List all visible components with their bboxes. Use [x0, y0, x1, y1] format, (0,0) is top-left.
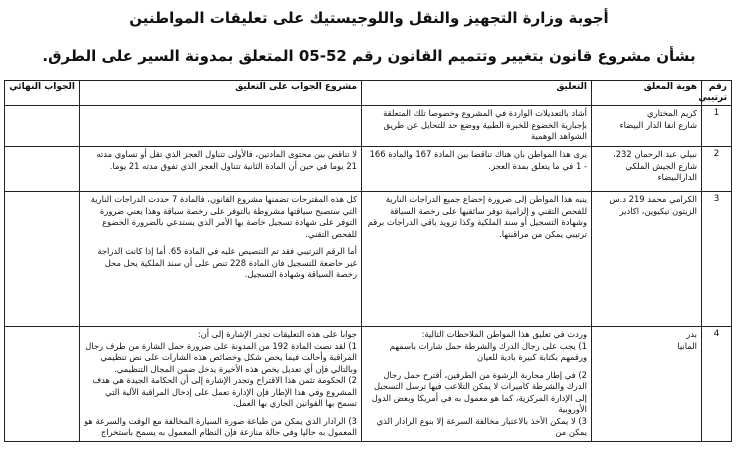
draft-answer-text: لا تناقض بين محتوى المادتين، فالأولى تتناول العجز الذي تقل أو تساوي مدته 21 يوما في حين أن المادة الثانية تتناول العجز الذي تفوق مدته 21 يوما. — [96, 149, 357, 171]
header-final-answer: الجواب النهائي — [5, 81, 80, 106]
header-num: رقم ترتيبي — [702, 81, 732, 106]
draft-answer-cell — [80, 192, 362, 327]
header-draft-answer: مشروع الجواب على التعليق — [80, 81, 362, 106]
header-comment: التعليق — [362, 81, 592, 106]
table-row — [5, 192, 732, 327]
responses-table — [4, 80, 732, 442]
draft-answer-cell — [80, 147, 362, 192]
comment-text: أشاد بالتعديلات الواردة في المشروع وخصوصا تلك المتعلقة بإجبارية الخضوع للخبرة الطبية ووضع حد للتحايل عن طريق الشواهد الوهمية — [383, 108, 587, 141]
row-number: 4 — [702, 327, 732, 442]
row-number: 1 — [702, 106, 732, 147]
comment-text: وردت في تعليق هذا المواطن الملاحظات التالية: — [421, 329, 587, 339]
comment-cell — [362, 106, 592, 147]
draft-answer-text: 1) لقد نصت المادة 192 من المدونة على ضرورة حمل الشارة من طرف رجال المراقبة وأحالت فيما يخص شكل وخصائص هذه الشارات على نص تنظيمي وبالتالي فإن أي تعديل يخص هذه الأخيرة يدخل ضمن المجال التنظيمي. — [85, 340, 357, 374]
commenter-cell — [592, 192, 702, 327]
draft-answer-text: 2) الحكومة تثمن هذا الاقتراح وتجدر الإشارة إلى أن الحكامة الجيدة هي هدف المشروع وفي هذا الإطار فإن الإدارة تعمل على إدخال المراقبة الآلية التي تسمح بها القوانين الجاري بها العمل. — [92, 375, 357, 408]
row-number: 3 — [702, 192, 732, 327]
draft-answer-text: أما الرقم الترتيبي فقد تم التنصيص عليه في المادة 65. أما إذا كانت الدراجة غير خاضعة للتسجيل فان المادة 228 تنص على أن سند الملكية يحل محل رخصة السياقة وشهادة التسجيل. — [97, 246, 357, 279]
comment-text: 3) لا يمكن الأخذ بالاعتبار مخالفة السرعة إلا بنوع الرادار الذي يمكن من — [376, 415, 587, 437]
commenter-name: نبيلي عبد الرحمان 232، شارع الجيش الملكي الدارالبيضاء — [613, 149, 697, 182]
commenter-name: بدر — [686, 329, 697, 339]
final-answer-cell — [5, 192, 80, 327]
comment-text: 1) يجب على رجال الدرك والشرطة حمل شارات باسمهم ورقمهم بكتابة كبيرة بادية للعيان — [389, 340, 587, 362]
final-answer-cell — [5, 106, 80, 147]
comment-cell — [362, 147, 592, 192]
draft-answer-cell — [80, 106, 362, 147]
commenter-address: المانيا — [677, 340, 697, 351]
commenter-name: كريم المختاري — [647, 108, 697, 118]
document-title: أجوبة وزارة التجهيز والنقل واللوجيستيك على تعليقات المواطنين — [129, 9, 609, 27]
draft-answer-cell — [80, 327, 362, 442]
draft-answer-text: 3) الرادار الذي يمكن من طباعة صورة السيارة المخالفة مع الوقت والسرعة هو المعمول به حاليا وفي حالة منازعة فإن النظام المعمول به يسمح باستخراج — [84, 415, 357, 437]
table-row — [5, 147, 732, 192]
table-row — [5, 327, 732, 442]
commenter-cell — [592, 106, 702, 147]
comment-cell — [362, 192, 592, 327]
draft-answer-text: كل هذه المقترحات تضمنها مشروع القانون، فالمادة 7 حددت الدراجات النارية التي ستصبح سياقتها مشروطة بالتوفر على رخصة سياقة وهذا يعني ضرورة التوفر على شهادة تسجيل خاصة بها الأمر الذي يستدعي بالضرورة الخضوع للفحص التقني. — [90, 194, 357, 239]
final-answer-cell — [5, 327, 80, 442]
row-number: 2 — [702, 147, 732, 192]
commenter-address: شارع انفا الدار البيضاء — [619, 119, 697, 130]
comment-text: 2) في إطار محاربة الرشوة من الطرفين، أقترح حمل رجال الدرك والشرطة كاميرات لا يمكن التلاعب فيها ترسل التسجيل إلى الإدارة المركزية، كما هو معمول به في أمريكا وبعض الدول الأوروبية — [371, 369, 587, 414]
comment-text: ينبه هذا المواطن إلى ضرورة إخضاع جميع الدراجات النارية للفحص التقني و إلزامية توفر سائقيها على رخصة السياقة وشهادة التسجيل أو سند الملكية وكذا تزويد باقي الدراجات برقم ترتيبي يمكن من مراقبتها. — [367, 194, 587, 239]
comment-cell — [362, 327, 592, 442]
commenter-cell — [592, 327, 702, 442]
document-subtitle: بشأن مشروع قانون بتغيير وتتميم القانون رقم 52-05 المتعلق بمدونة السير على الطرق. — [42, 47, 696, 65]
final-answer-cell — [5, 147, 80, 192]
comment-text: يرى هذا المواطن بان هناك تناقضا بين المادة 167 والمادة 166 - 1 في ما يتعلق بمدة العجز. — [369, 149, 587, 171]
commenter-name: الكرامي محمد 219 د.س الزيتون تيكيوين، اكادير — [609, 194, 697, 216]
draft-answer-text: جوابا على هذه التعليقات تجدر الإشارة إلى أن: — [197, 329, 357, 339]
table-row — [5, 106, 732, 147]
header-commenter: هوية المعلق — [592, 81, 702, 106]
table-header-row — [5, 81, 732, 106]
commenter-cell — [592, 147, 702, 192]
